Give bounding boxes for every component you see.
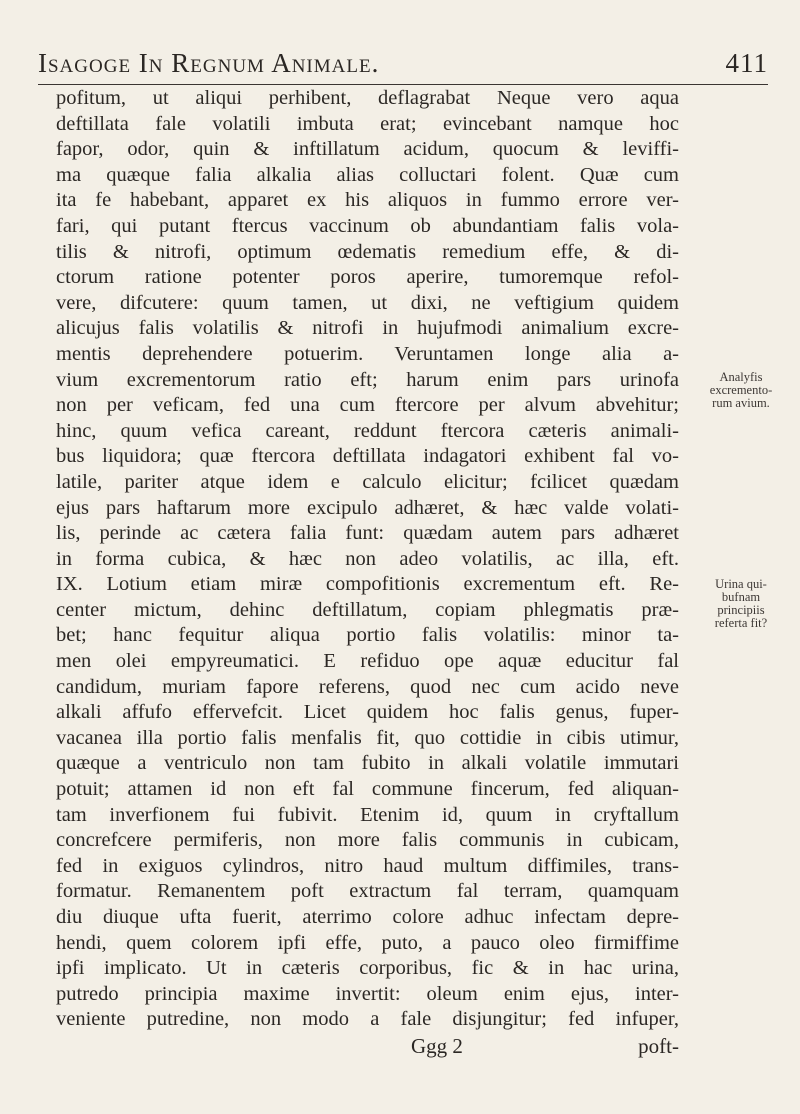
text-line: candidum, muriam fapore referens, quod nec cum acido neve	[56, 675, 679, 698]
text-line: men olei empyreumatici. E refiduo ope aquæ educitur fal	[56, 650, 679, 673]
text-line: lis, perinde ac cætera falia funt: quædam autem pars adhæret	[56, 522, 679, 545]
text-line: in forma cubica, & hæc non adeo volatilis, ac illa, eft.	[56, 547, 679, 570]
marginal-note-line: bufnam	[721, 590, 761, 604]
marginal-note-line: rum avium.	[712, 396, 770, 410]
text-line: putredo principia maxime invertit: oleum enim ejus, inter-	[56, 982, 679, 1005]
text-line: vere, difcutere: quum tamen, ut dixi, ne veftigium quidem	[56, 291, 679, 314]
text-line: tam inverfionem fui fubivit. Etenim id, quum in cryftallum	[56, 803, 679, 826]
text-line: alicujus falis volatilis & nitrofi in hujufmodi animalium excre-	[56, 317, 679, 340]
running-header	[38, 40, 768, 80]
text-line: diu diuque ufta fuerit, aterrimo colore adhuc infectam depre-	[56, 906, 679, 928]
marginal-note-line: referta fit?	[714, 616, 768, 630]
text-line: vacanea illa portio falis menfalis fit, quo cottidie in cibis utimur,	[56, 726, 679, 749]
text-line: ita fe habebant, apparet ex his aliquos in fummo errore ver-	[56, 189, 679, 212]
marginal-note-line: Analyfis	[719, 370, 763, 384]
text-line: ejus pars haftarum more excipulo adhæret, & hæc valde volati-	[56, 496, 679, 519]
marginal-note-line: Urina qui-	[715, 577, 767, 591]
text-line: pofitum, ut aliqui perhibent, deflagrabat Neque vero aqua	[56, 87, 679, 109]
text-line: center mictum, dehinc deftillatum, copiam phlegmatis præ-	[56, 598, 679, 621]
text-line: hendi, quem colorem ipfi effe, puto, a pauco oleo firmiffime	[56, 931, 679, 954]
text-line: latile, pariter atque idem e calculo elicitur; fcilicet quædam	[56, 470, 679, 493]
text-line: hinc, quum vefica careant, reddunt ftercora cæteris animali-	[56, 419, 679, 442]
text-line: concrefcere permiferis, non more falis communis in cubicam,	[56, 829, 679, 852]
text-line: non per veficam, fed una cum ftercore per alvum abvehitur;	[56, 394, 679, 417]
marginal-note-analysis	[686, 371, 796, 410]
body-text	[56, 86, 679, 1059]
text-line: bet; hanc fequitur aliqua portio falis volatilis: minor ta-	[56, 624, 679, 647]
text-line: fed in exiguos cylindros, nitro haud multum diffimiles, trans-	[56, 854, 679, 877]
signature-mark: Ggg 2	[411, 1033, 463, 1058]
text-line: fapor, odor, quin & inftillatum acidum, quocum & leviffi-	[56, 138, 679, 161]
text-line: quæque a ventriculo non tam fubito in alkali volatile immutari	[56, 752, 679, 775]
header-rule	[38, 84, 768, 85]
running-title: Isagoge In Regnum Animale.	[38, 48, 380, 78]
page-number: 411	[725, 48, 768, 78]
text-line: formatur. Remanentem poft extractum fal terram, quamquam	[56, 880, 679, 903]
text-line: bus liquidora; quæ ftercora deftillata indagatori exhibent fal vo-	[56, 445, 679, 468]
marginal-note-line: excremento-	[709, 383, 773, 397]
text-line: ctorum ratione potenter poros aperire, tumoremque refol-	[56, 266, 679, 289]
text-line: ipfi implicato. Ut in cæteris corporibus, fic & in hac urina,	[56, 957, 679, 980]
text-line: IX. Lotium etiam miræ compofitionis excrementum eft. Re-	[56, 573, 679, 596]
marginal-note-urine	[686, 578, 796, 630]
catchword: poft-	[638, 1033, 679, 1058]
text-line: tilis & nitrofi, optimum œdematis remedium effe, & di-	[56, 240, 679, 263]
text-line: fari, qui putant ftercus vaccinum ob abundantiam falis vola-	[56, 214, 679, 237]
signature-line	[56, 1033, 679, 1059]
text-line: mentis deprehendere potuerim. Veruntamen longe alia a-	[56, 342, 679, 365]
marginal-note-line: principiis	[717, 603, 765, 617]
text-line: alkali affufo effervefcit. Licet quidem hoc falis genus, fuper-	[56, 701, 679, 724]
text-line: ma quæque falia alkalia alias colluctari folent. Quæ cum	[56, 163, 679, 186]
text-line: deftillata fale volatili imbuta erat; evincebant namque hoc	[56, 112, 679, 135]
text-line: potuit; attamen id non eft fal commune fincerum, fed aliquan-	[56, 778, 679, 801]
text-line: vium excrementorum ratio eft; harum enim pars urinofa	[56, 368, 679, 391]
text-line: veniente putredine, non modo a fale disjungitur; fed infuper,	[56, 1008, 679, 1031]
